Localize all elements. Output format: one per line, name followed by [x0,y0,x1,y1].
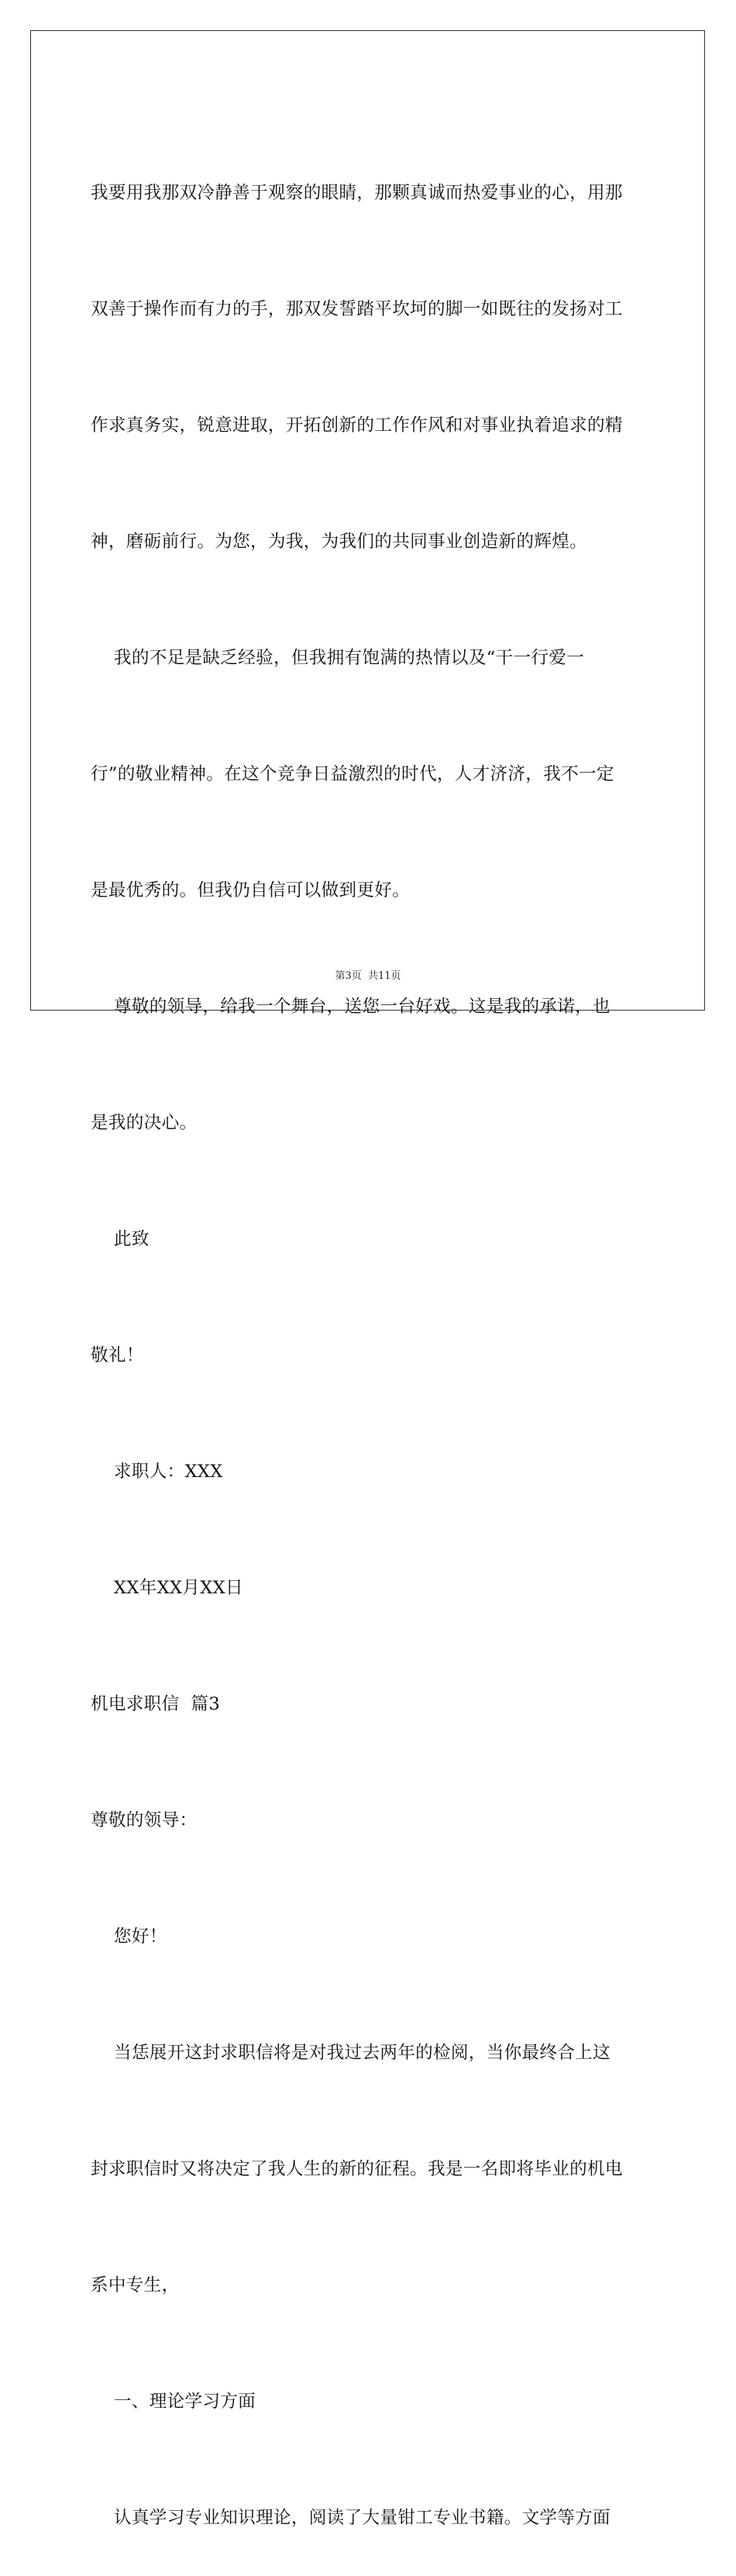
text-line: 行”的敬业精神。在这个竞争日益激烈的时代，人才济济，我不一定 [91,764,614,784]
text-line: 是我的决心。 [91,1113,198,1133]
text-line: 是最优秀的。但我仍自信可以做到更好。 [91,880,411,901]
subsection-heading: 一、理论学习方面 [91,2392,256,2412]
text-line: 当恁展开这封求职信将是对我过去两年的检阅，当你最终合上这 [91,2043,610,2063]
text-line: 神，磨砺前行。为您，为我，为我们的共同事业创造新的辉煌。 [91,532,588,552]
text-line: 尊敬的领导，给我一个舞台，送您一台好戏。这是我的承诺，也 [91,997,610,1017]
total-pages: 共11页 [367,970,401,982]
text-line: 作求真务实，锐意进取，开拓创新的工作作风和对事业执着追求的精 [91,415,623,436]
letter-date: XX年XX月XX日 [91,1578,243,1598]
text-line: 封求职信时又将决定了我人生的新的征程。我是一名即将毕业的机电 [91,2159,623,2179]
text-line: 双善于操作而有力的手，那双发誓踏平坎坷的脚一如既往的发扬对工 [91,299,623,319]
section-title: 机电求职信 篇3 [91,1694,221,1714]
letter-greeting: 尊敬的领导： [91,1810,198,1830]
closing-regards: 敬礼！ [91,1345,144,1365]
applicant-signature: 求职人：XXX [91,1462,223,1482]
page-number: 第3页 [335,970,362,982]
page-footer [0,967,736,982]
text-line: 我要用我那双冷静善于观察的眼睛，那颗真诚而热爱事业的心，用那 [91,183,623,203]
text-line: 系中专生， [91,2275,180,2295]
text-line: 认真学习专业知识理论，阅读了大量钳工专业书籍。文学等方面 [91,2508,610,2528]
document-body [91,96,648,2576]
greeting-hello: 您好！ [91,1927,167,1947]
text-line: 我的不足是缺乏经验，但我拥有饱满的热情以及“干一行爱一 [91,648,585,668]
closing-salutation: 此致 [91,1229,150,1249]
